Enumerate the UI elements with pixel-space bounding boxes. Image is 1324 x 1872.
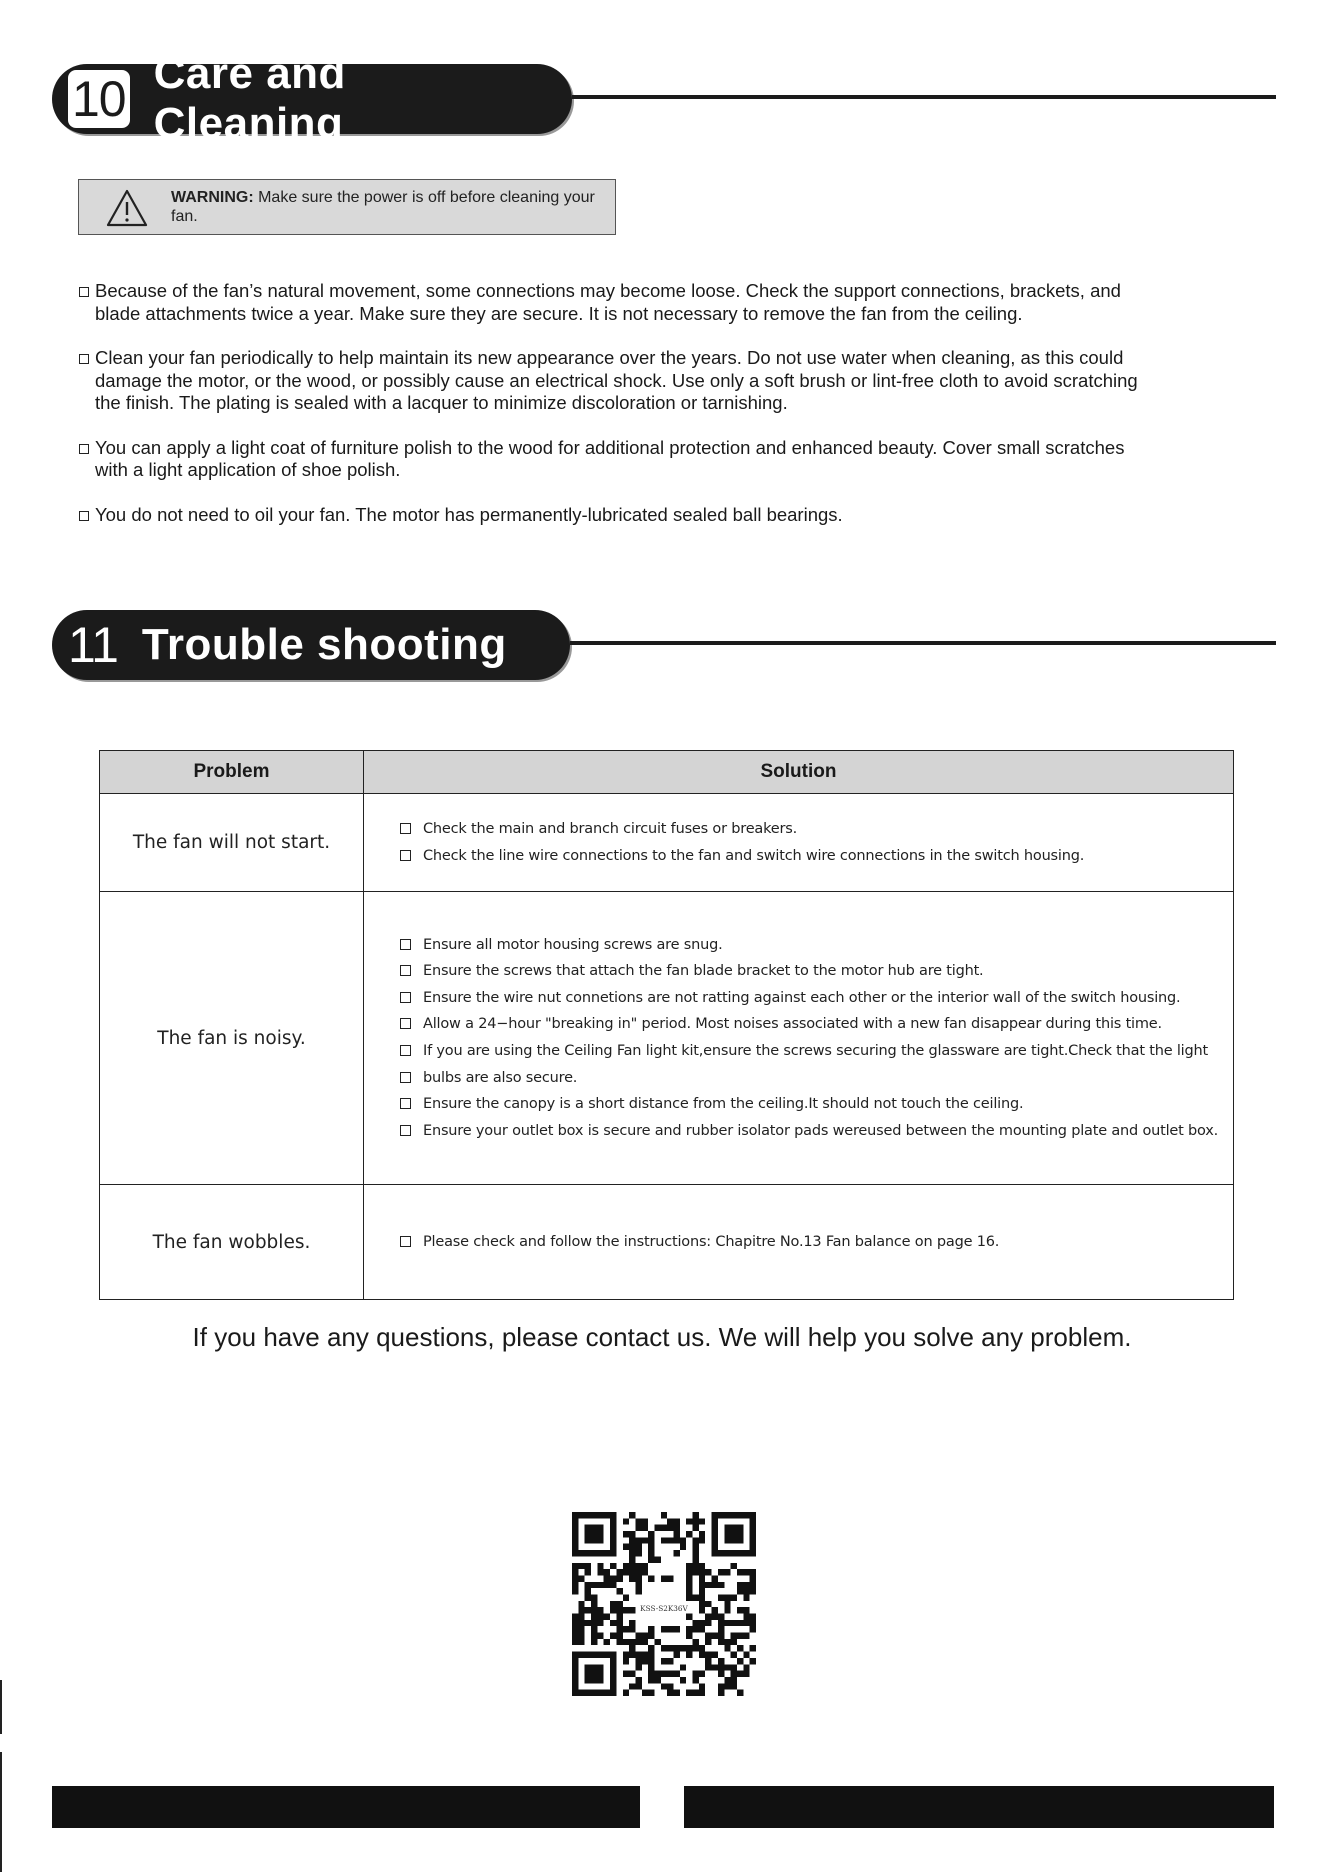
qr-center-label: KSS-S2K36V: [640, 1603, 688, 1613]
care-list: [78, 280, 1138, 548]
table-row: [100, 794, 1234, 892]
bullet-square-icon: [79, 511, 89, 521]
qr-code-icon: [572, 1512, 756, 1696]
footer-bar-left: [52, 1786, 640, 1828]
solution-item: [400, 1229, 1233, 1256]
solution-text: Ensure all motor housing screws are snug.: [423, 936, 723, 953]
care-item: [78, 347, 1138, 415]
care-item: [78, 280, 1138, 325]
care-item-text: You can apply a light coat of furniture polish to the wood for additional protection and enhanced beauty. Cover small scratches with a light application of shoe polish.: [95, 436, 1125, 480]
solution-text: Check the main and branch circuit fuses or breakers.: [423, 820, 798, 837]
column-header-problem: Problem: [100, 751, 364, 794]
bullet-square-icon: [79, 354, 89, 364]
care-item-text: You do not need to oil your fan. The motor has permanently-lubricated sealed ball bearings.: [95, 503, 843, 525]
solution-cell: [364, 794, 1234, 892]
solution-item: [400, 1011, 1233, 1038]
section-pill: [52, 610, 570, 680]
checkbox-icon: [400, 823, 411, 834]
section-number: 11: [68, 617, 118, 673]
solution-text: Ensure the canopy is a short distance from the ceiling.It should not touch the ceiling.: [423, 1096, 1024, 1113]
warning-triangle-icon: [105, 188, 149, 228]
checkbox-icon: [400, 1098, 411, 1109]
solution-text: bulbs are also secure.: [423, 1069, 578, 1086]
solution-item: [400, 958, 1233, 985]
checkbox-icon: [400, 1045, 411, 1056]
bullet-square-icon: [79, 287, 89, 297]
bullet-square-icon: [79, 444, 89, 454]
solution-item: [400, 932, 1233, 959]
section-title: Care and Cleaning: [153, 49, 346, 148]
column-header-solution: Solution: [364, 751, 1234, 794]
solution-item: [400, 843, 1233, 870]
problem-cell: The fan is noisy.: [100, 892, 364, 1185]
solution-item: [400, 1065, 1233, 1092]
contact-message: If you have any questions, please contact us. We will help you solve any problem.: [192, 1322, 1132, 1352]
solution-text: If you are using the Ceiling Fan light kit,ensure the screws securing the glassware are tight.Check that the light: [423, 1043, 1208, 1059]
solution-item: [400, 816, 1233, 843]
solution-text: Check the line wire connections to the fan and switch wire connections in the switch housing.: [423, 847, 1085, 864]
warning-message: Make sure the power is off before cleaning your fan.: [171, 189, 595, 225]
warning-box: [78, 179, 616, 235]
solution-text: Ensure the screws that attach the fan blade bracket to the motor hub are tight.: [423, 963, 984, 980]
troubleshooting-table: [99, 750, 1234, 1300]
checkbox-icon: [400, 992, 411, 1003]
checkbox-icon: [400, 965, 411, 976]
table-header-row: [100, 751, 1234, 794]
checkbox-icon: [400, 1018, 411, 1029]
footer-bar-right: [684, 1786, 1274, 1828]
section-header-trouble: [52, 610, 1276, 680]
problem-cell: The fan will not start.: [100, 794, 364, 892]
header-rule: [570, 641, 1276, 645]
checkbox-icon: [400, 939, 411, 950]
header-rule: [572, 95, 1276, 99]
solution-text: Ensure your outlet box is secure and rubber isolator pads wereused between the mounting plate and outlet box.: [423, 1122, 1219, 1139]
table-row: [100, 1185, 1234, 1300]
table-row: [100, 892, 1234, 1185]
solution-cell: [364, 1185, 1234, 1300]
care-item-text: Clean your fan periodically to help maintain its new appearance over the years. Do not use water when cleaning, as this could damage the motor, or the wood, or possibly cause an electrical shock. Use only a soft brush or lint-free cloth to avoid scratching the finish. The plating is sealed with a lacquer to minimize discoloration or tarnishing.: [95, 347, 1138, 413]
care-item: [78, 504, 1138, 527]
page-edge-mark: [0, 1752, 2, 1872]
care-item-text: Because of the fan’s natural movement, some connections may become loose. Check the support connections, brackets, and blade attachments twice a year. Make sure they are secure. It is not necessary to remove the fan from the ceiling.: [95, 280, 1121, 324]
solution-item: [400, 1038, 1233, 1065]
problem-cell: The fan wobbles.: [100, 1185, 364, 1300]
solution-cell: [364, 892, 1234, 1185]
checkbox-icon: [400, 1236, 411, 1247]
page-edge-mark: [0, 1680, 2, 1734]
checkbox-icon: [400, 1125, 411, 1136]
section-pill: [52, 49, 572, 148]
solution-item: [400, 1091, 1233, 1118]
solution-item: [400, 1118, 1233, 1145]
section-title: Trouble shooting: [141, 620, 507, 669]
warning-label: WARNING:: [171, 189, 254, 206]
care-item: [78, 437, 1138, 482]
section-header-care: [52, 49, 1276, 148]
solution-text: Allow a 24−hour "breaking in" period. Most noises associated with a new fan disappear during this time.: [423, 1016, 1162, 1033]
solution-text: Ensure the wire nut connetions are not ratting against each other or the interior wall of the switch housing.: [423, 989, 1181, 1006]
warning-text: [171, 188, 611, 226]
solution-item: [400, 985, 1233, 1012]
section-number: 10: [68, 70, 130, 128]
solution-text: Please check and follow the instructions: Chapitre No.13 Fan balance on page 16.: [423, 1233, 1000, 1250]
checkbox-icon: [400, 850, 411, 861]
checkbox-icon: [400, 1072, 411, 1083]
